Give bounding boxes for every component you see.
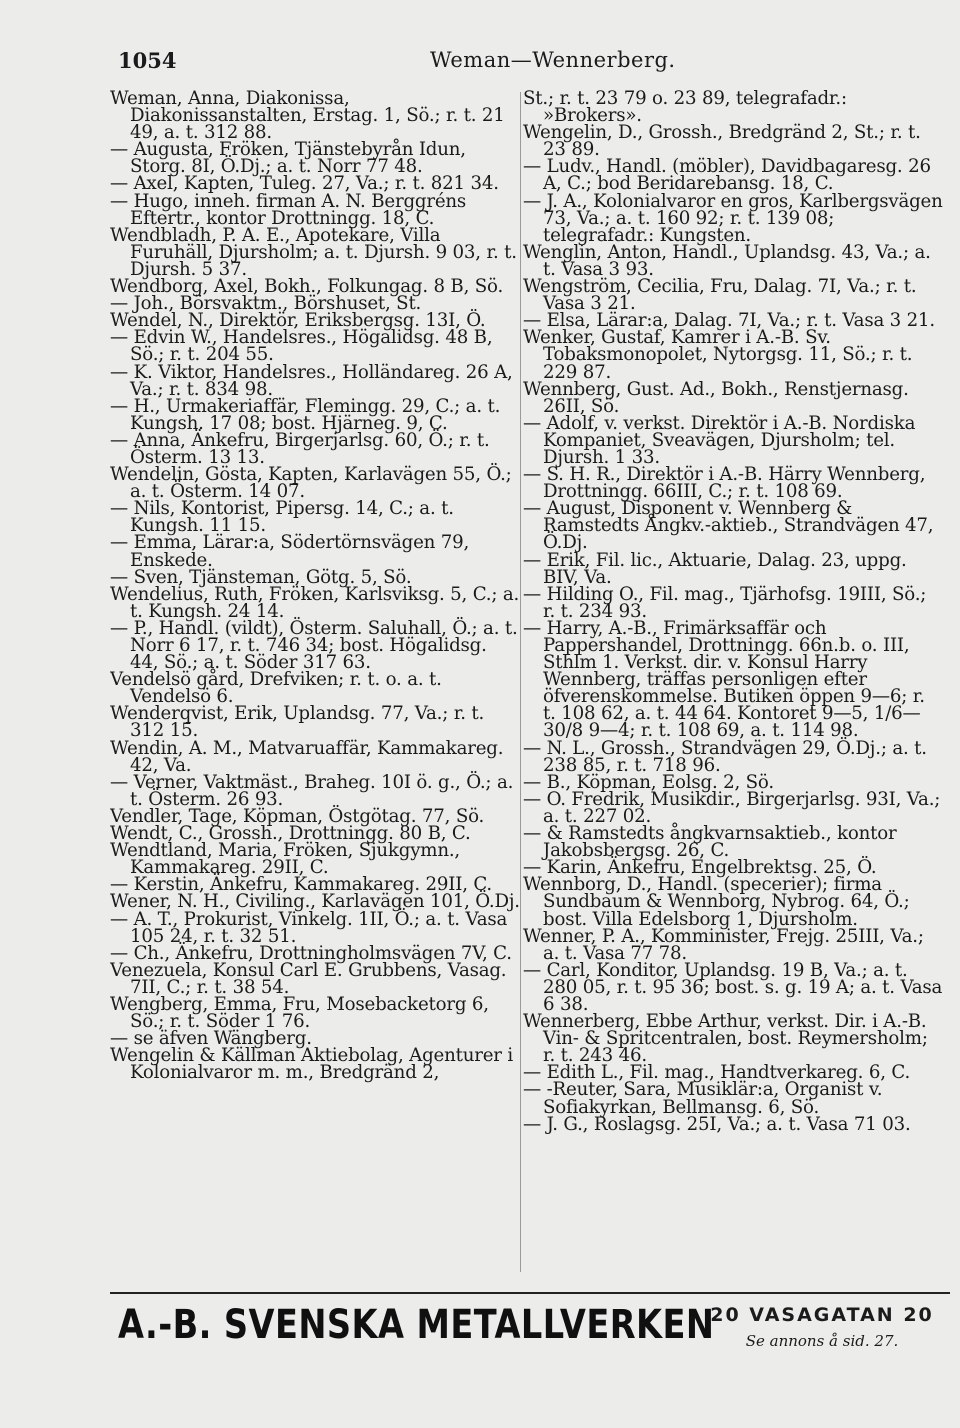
directory-entry: Wener, N. H., Civiling., Karlavägen 101, Ö.Dj. [110,891,520,913]
directory-entry: Wendborg, Axel, Bokh., Folkungag. 8 B, Sö. [110,276,504,298]
ad-reference-note: Se annons å sid. 27. [745,1332,899,1350]
directory-entry: Wendelius, Ruth, Fröken, Karlsviksg. 5, C.; a. t. Kungsh. 24 14. [110,583,520,622]
directory-entry: Wendtland, Maria, Fröken, Sjukgymn., Kammakareg. 29II, C. [110,840,460,879]
directory-entry: — Kerstin, Änkefru, Kammakareg. 29II, C. [110,874,493,896]
directory-entry: — Adolf, v. verkst. Direktör i A.-B. Nordiska Kompaniet, Sveavägen, Djursholm; tel. Djursh. 1 33. [523,412,916,468]
directory-entry: Wendel, N., Direktör, Eriksbergsg. 13I, Ö. [110,310,486,332]
directory-entry: — J. A., Kolonialvaror en gros, Karlbergsvägen 73, Va.; a. t. 160 92; r. t. 139 08; telegrafadr.: Kungsten. [523,190,943,246]
directory-entry: — Karin, Änkefru, Engelbrektsg. 25, Ö. [523,857,877,879]
directory-entry: — Ch., Änkefru, Drottningholmsvägen 7V, C. [110,942,512,964]
directory-entry: — Carl, Konditor, Uplandsg. 19 B, Va.; a. t. 280 05, r. t. 95 36; bost. s. g. 19 A; a. t. Vasa 6 38. [523,959,943,1015]
directory-entry: — O. Fredrik, Musikdir., Birgerjarlsg. 93I, Va.; a. t. 227 02. [523,788,941,827]
directory-entry: — A. T., Prokurist, Vinkelg. 1II, Ö.; a. t. Vasa 105 24, r. t. 32 51. [110,908,508,947]
directory-entry: — se äfven Wängberg. [110,1028,312,1050]
directory-entry: Wendt, C., Grossh., Drottningg. 80 B, C. [110,823,471,845]
directory-entry: — Joh., Börsvaktm., Börshuset, St. [110,293,422,315]
directory-entry: Weman, Anna, Diakonissa, Diakonissanstalten, Erstag. 1, Sö.; r. t. 21 49, a. t. 312 88. [110,90,505,144]
directory-entry: Wenker, Gustaf, Kamrer i A.-B. Sv. Tobaksmonopolet, Nytorgsg. 11, Sö.; r. t. 229 87. [523,327,913,383]
directory-entry: Wennerberg, Ebbe Arthur, verkst. Dir. i A.-B. Vin- & Spritcentralen, bost. Reymersholm; r. t. 243 46. [523,1011,928,1067]
directory-entry: — Verner, Vaktmäst., Braheg. 10I ö. g., Ö.; a. t. Österm. 26 93. [110,771,514,810]
directory-entry: — Edith L., Fil. mag., Handtverkareg. 6, C. [523,1062,911,1084]
directory-entry: — Emma, Lärar:a, Södertörnsvägen 79, Enskede. [110,532,470,571]
right-column [523,90,943,1265]
advertisement [110,1268,940,1368]
directory-entry: — S. H. R., Direktör i A.-B. Härry Wennberg, Drottningg. 66III, C.; r. t. 108 69. [523,464,926,503]
ad-company-name: A.-B. SVENSKA METALLVERKEN [118,1302,715,1348]
page-number: 1054 [118,48,177,73]
directory-entry: — P., Handl. (vildt), Österm. Saluhall, Ö.; a. t. Norr 6 17, r. t. 746 34; bost. Högalidsg. 44, Sö.; a. t. Söder 317 63. [110,617,518,674]
page-header [112,44,942,84]
directory-entry: Wennberg, Gust. Ad., Bokh., Renstjernasg. 26II, Sö. [523,378,909,417]
directory-entry: — Harry, A.-B., Frimärksaffär och Pappershandel, Drottningg. 66n.b. o. III, Sthlm 1. Verkst. dir. v. Konsul Harry Wennberg, träffas personligen efter öfverenskommelse. Butiken öppen 9—6; r. t. 108 62, a. t. 44 64. Kontoret 9—5, 1/6—30/8 9—4; r. t. 108 69, a. t. 114 98. [523,617,925,742]
directory-entry: — -Reuter, Sara, Musiklär:a, Organist v. Sofiakyrkan, Bellmansg. 6, Sö. [523,1079,883,1118]
directory-entry: — J. G., Roslagsg. 25I, Va.; a. t. Vasa 71 03. [523,1113,911,1135]
directory-entry: — Elsa, Lärar:a, Dalag. 7I, Va.; r. t. Vasa 3 21. [523,310,935,332]
directory-entry: Wengelin & Källman Aktiebolag, Agenturer i Kolonialvaror m. m., Bredgränd 2, [110,1045,513,1084]
directory-entry: — Sven, Tjänsteman, Götg. 5, Sö. [110,566,412,588]
directory-entry: — B., Köpman, Eolsg. 2, Sö. [523,771,774,793]
ad-address: 20 VASAGATAN 20 [710,1304,934,1326]
directory-entry: Wengström, Cecilia, Fru, Dalag. 7I, Va.; r. t. Vasa 3 21. [523,276,917,315]
directory-entry: Vendelsö gård, Drefviken; r. t. o. a. t. Vendelsö 6. [110,669,442,708]
directory-entry: — & Ramstedts ångkvarnsaktieb., kontor Jakobsbergsg. 26, C. [523,823,897,862]
directory-entry: — Nils, Kontorist, Pipersg. 14, C.; a. t. Kungsh. 11 15. [110,498,454,537]
directory-entry: Wennborg, D., Handl. (specerier); firma Sundbaum & Wennborg, Nybrog. 64, Ö.; bost. Villa Edelsborg 1, Djursholm. [523,874,910,930]
directory-entry: Wengberg, Emma, Fru, Mosebacketorg 6, Sö.; r. t. Söder 1 76. [110,993,489,1033]
directory-entry: — Augusta, Fröken, Tjänstebyrån Idun, Storg. 8I, Ö.Dj.; a. t. Norr 77 48. [110,139,466,178]
column-divider [520,92,521,1272]
directory-entry: Venezuela, Konsul Carl E. Grubbens, Vasag. 7II, C.; r. t. 38 54. [110,959,507,998]
directory-entry: — H., Urmakeriaffär, Flemingg. 29, C.; a. t. Kungsh. 17 08; bost. Hjärneg. 9, C. [110,395,501,434]
directory-entry: St.; r. t. 23 79 o. 23 89, telegrafadr.: »Brokers». [523,90,847,127]
directory-entry: — Hugo, inneh. firman A. N. Berggréns Eftertr., kontor Drottningg. 18, C. [110,190,467,229]
directory-entry: — N. L., Grossh., Strandvägen 29, Ö.Dj.; a. t. 238 85, r. t. 718 96. [523,737,927,776]
running-title: Weman—Wennerberg. [430,48,676,72]
directory-entry: — Erik, Fil. lic., Aktuarie, Dalag. 23, uppg. BIV, Va. [523,549,907,588]
directory-entry: Wenner, P. A., Komminister, Frejg. 25III, Va.; a. t. Vasa 77 78. [523,925,924,964]
directory-entry: — Edvin W., Handelsres., Högalidsg. 48 B, Sö.; r. t. 204 55. [110,327,493,366]
ad-top-rule [110,1292,950,1294]
directory-entry: — Ludv., Handl. (möbler), Davidbagaresg. 26 A, C.; bod Beridarebansg. 18, C. [523,156,931,195]
directory-entry: Wengelin, D., Grossh., Bredgränd 2, St.; r. t. 23 89. [523,122,921,161]
directory-entry: — Hilding O., Fil. mag., Tjärhofsg. 19III, Sö.; r. t. 234 93. [523,583,927,622]
directory-entry: Wendbladh, P. A. E., Apotekare, Villa Furuhäll, Djursholm; a. t. Djursh. 9 03, r. t. Djursh. 5 37. [110,224,517,280]
directory-entry: Wenderqvist, Erik, Uplandsg. 77, Va.; r. t. 312 15. [110,703,485,742]
directory-entry: Wendin, A. M., Matvaruaffär, Kammakareg. 42, Va. [110,737,504,776]
directory-entry: — Anna, Änkefru, Birgerjarlsg. 60, Ö.; r. t. Österm. 13 13. [110,429,490,468]
left-column [110,90,520,1265]
directory-entry: Vendler, Tage, Köpman, Östgötag. 77, Sö. [110,805,485,827]
directory-entry: — Axel, Kapten, Tuleg. 27, Va.; r. t. 821 34. [110,173,499,195]
directory-entry: Wendelin, Gösta, Kapten, Karlavägen 55, Ö.; a. t. Österm. 14 07. [110,464,512,503]
directory-entry: — K. Viktor, Handelsres., Holländareg. 26 A, Va.; r. t. 834 98. [110,361,513,400]
directory-entry: Wenglin, Anton, Handl., Uplandsg. 43, Va.; a. t. Vasa 3 93. [523,241,931,280]
directory-entry: — August, Disponent v. Wennberg & Ramstedts Ångkv.-aktieb., Strandvägen 47, Ö.Dj. [523,498,934,554]
